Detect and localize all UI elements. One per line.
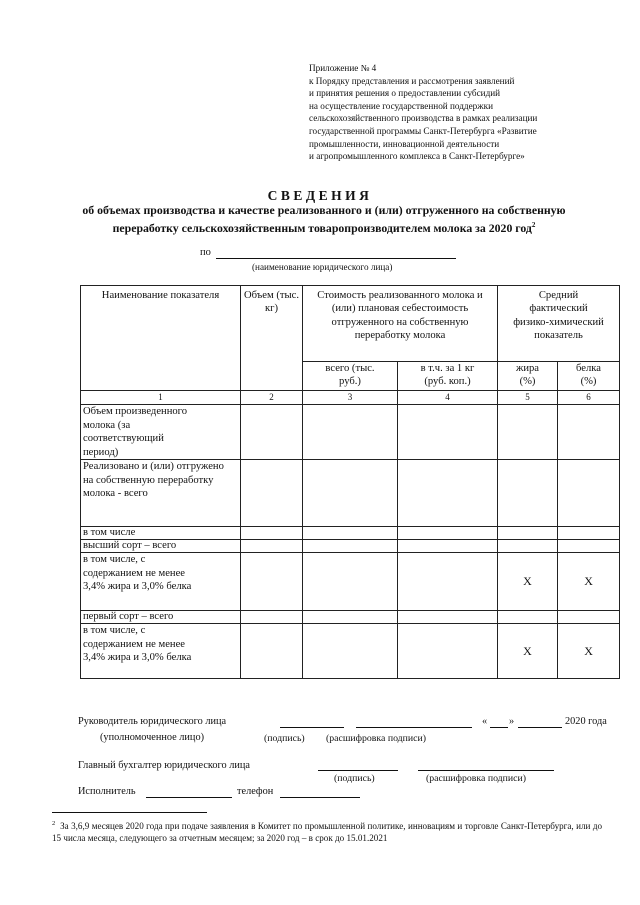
cell-fat[interactable] bbox=[498, 405, 558, 460]
cell-cost-per-kg[interactable] bbox=[398, 405, 498, 460]
po-label: по bbox=[200, 247, 211, 258]
appendix-line: на осуществление государственной поддержки bbox=[309, 100, 493, 111]
phone-field[interactable] bbox=[280, 797, 360, 798]
head-decode-field[interactable] bbox=[356, 727, 472, 728]
document-subtitle bbox=[40, 203, 608, 235]
cell-protein[interactable]: X bbox=[558, 624, 620, 679]
table-row bbox=[81, 553, 620, 611]
cell-volume[interactable] bbox=[241, 611, 303, 624]
row-label: первый сорт – всего bbox=[81, 611, 241, 624]
table-row bbox=[81, 460, 620, 527]
appendix-block bbox=[309, 62, 609, 163]
cell-fat[interactable] bbox=[498, 527, 558, 540]
cell-cost-per-kg[interactable] bbox=[398, 611, 498, 624]
appendix-line: промышленности, инновационной деятельности bbox=[309, 138, 500, 149]
entity-name-field[interactable] bbox=[216, 258, 456, 259]
header-cost-per-kg: в т.ч. за 1 кг (руб. коп.) bbox=[398, 362, 498, 391]
header-cost-total: всего (тыс. руб.) bbox=[303, 362, 398, 391]
accountant-signature-field[interactable] bbox=[318, 770, 398, 771]
column-number: 5 bbox=[498, 391, 558, 405]
header-volume: Объем (тыс. кг) bbox=[241, 286, 303, 391]
cell-protein[interactable] bbox=[558, 540, 620, 553]
cell-cost-per-kg[interactable] bbox=[398, 553, 498, 611]
head-label: Руководитель юридического лица bbox=[78, 716, 227, 727]
cell-cost-per-kg[interactable] bbox=[398, 460, 498, 527]
cell-volume[interactable] bbox=[241, 460, 303, 527]
cell-volume[interactable] bbox=[241, 540, 303, 553]
column-number: 4 bbox=[398, 391, 498, 405]
cell-protein[interactable] bbox=[558, 405, 620, 460]
row-label: в том числе, с содержанием не менее 3,4% жира и 3,0% белка bbox=[81, 553, 241, 611]
footnote-text: За 3,6,9 месяцев 2020 года при подаче заявления в Комитет по промышленной политике, инновациям и торговле Санкт-Петербурга, или до 15 числа месяца, следующего за отчетным месяцем; за 2020 год – в срок до 15.01.2021 bbox=[52, 821, 602, 844]
executor-label: Исполнитель bbox=[78, 786, 136, 797]
data-table bbox=[80, 285, 620, 679]
cell-cost-total[interactable] bbox=[303, 624, 398, 679]
cell-fat[interactable] bbox=[498, 540, 558, 553]
column-number: 6 bbox=[558, 391, 620, 405]
accountant-label: Главный бухгалтер юридического лица bbox=[78, 760, 250, 771]
appendix-line: государственной программы Санкт-Петербурга «Развитие bbox=[309, 125, 537, 136]
cell-volume[interactable] bbox=[241, 624, 303, 679]
month-field[interactable] bbox=[518, 727, 562, 728]
cell-protein[interactable] bbox=[558, 527, 620, 540]
appendix-line: сельскохозяйственного производства в рамках реализации bbox=[309, 113, 538, 124]
row-label: в том числе, с содержанием не менее 3,4% жира и 3,0% белка bbox=[81, 624, 241, 679]
cell-cost-total[interactable] bbox=[303, 540, 398, 553]
header-cost: Стоимость реализованного молока и (или) плановая себестоимость отгруженного на собственную переработку молока bbox=[303, 286, 498, 362]
table-row bbox=[81, 527, 620, 540]
decode-caption: (расшифровка подписи) bbox=[326, 733, 427, 744]
cell-fat[interactable]: X bbox=[498, 553, 558, 611]
subtitle-line-2: переработку сельскохозяйственным товаропроизводителем молока за 2020 год$^2$ bbox=[112, 220, 536, 235]
column-number-row bbox=[81, 391, 620, 405]
cell-cost-total[interactable] bbox=[303, 527, 398, 540]
header-fat: жира (%) bbox=[498, 362, 558, 391]
cell-cost-total[interactable] bbox=[303, 460, 398, 527]
appendix-line: Приложение № 4 bbox=[309, 63, 377, 73]
cell-protein[interactable]: X bbox=[558, 553, 620, 611]
document-title: СВЕДЕНИЯ bbox=[267, 188, 373, 203]
row-label: высший сорт – всего bbox=[81, 540, 241, 553]
footnote-divider bbox=[52, 812, 207, 813]
column-number: 2 bbox=[241, 391, 303, 405]
executor-field[interactable] bbox=[146, 797, 232, 798]
phone-label: телефон bbox=[237, 786, 274, 797]
entity-name-caption: (наименование юридического лица) bbox=[252, 262, 393, 272]
cell-protein[interactable] bbox=[558, 611, 620, 624]
head-signature-field[interactable] bbox=[280, 727, 344, 728]
cell-cost-per-kg[interactable] bbox=[398, 527, 498, 540]
header-protein: белка (%) bbox=[558, 362, 620, 391]
cell-fat[interactable] bbox=[498, 460, 558, 527]
quote-open: « bbox=[482, 716, 488, 727]
quote-close: » bbox=[509, 716, 515, 727]
cell-cost-total[interactable] bbox=[303, 553, 398, 611]
year-label: 2020 года bbox=[565, 716, 607, 727]
signature-caption: (подпись) bbox=[334, 773, 375, 784]
row-label: в том числе bbox=[81, 527, 241, 540]
table-row bbox=[81, 540, 620, 553]
footnote bbox=[52, 818, 602, 844]
cell-cost-total[interactable] bbox=[303, 611, 398, 624]
head-sub-label: (уполномоченное лицо) bbox=[100, 732, 205, 743]
subtitle-line-1: об объемах производства и качестве реализованного и (или) отгруженного на собственную bbox=[82, 203, 566, 217]
footnote-number: 2 bbox=[52, 820, 56, 827]
cell-cost-per-kg[interactable] bbox=[398, 540, 498, 553]
accountant-decode-field[interactable] bbox=[418, 770, 554, 771]
cell-volume[interactable] bbox=[241, 553, 303, 611]
table-row bbox=[81, 611, 620, 624]
column-number: 1 bbox=[81, 391, 241, 405]
header-quality: Средний фактический физико-химический показатель bbox=[498, 286, 620, 362]
table-row bbox=[81, 405, 620, 460]
signature-caption: (подпись) bbox=[264, 733, 305, 744]
decode-caption: (расшифровка подписи) bbox=[426, 773, 527, 784]
row-label: Реализовано и (или) отгружено на собственную переработку молока - всего bbox=[81, 460, 241, 527]
cell-cost-per-kg[interactable] bbox=[398, 624, 498, 679]
table-row bbox=[81, 624, 620, 679]
header-indicator: Наименование показателя bbox=[81, 286, 241, 391]
day-field[interactable] bbox=[490, 727, 508, 728]
header-row bbox=[81, 286, 620, 362]
appendix-line: и агропромышленного комплекса в Санкт-Петербурге» bbox=[309, 151, 525, 162]
appendix-line: и принятия решения о предоставлении субсидий bbox=[309, 88, 501, 99]
cell-volume[interactable] bbox=[241, 405, 303, 460]
footnote-ref: 2 bbox=[531, 220, 536, 229]
cell-protein[interactable] bbox=[558, 460, 620, 527]
cell-fat[interactable]: X bbox=[498, 624, 558, 679]
column-number: 3 bbox=[303, 391, 398, 405]
cell-fat[interactable] bbox=[498, 611, 558, 624]
row-label: Объем произведенного молока (за соответствующий период) bbox=[81, 405, 241, 460]
cell-cost-total[interactable] bbox=[303, 405, 398, 460]
appendix-line: к Порядку представления и рассмотрения заявлений bbox=[309, 75, 515, 86]
cell-volume[interactable] bbox=[241, 527, 303, 540]
